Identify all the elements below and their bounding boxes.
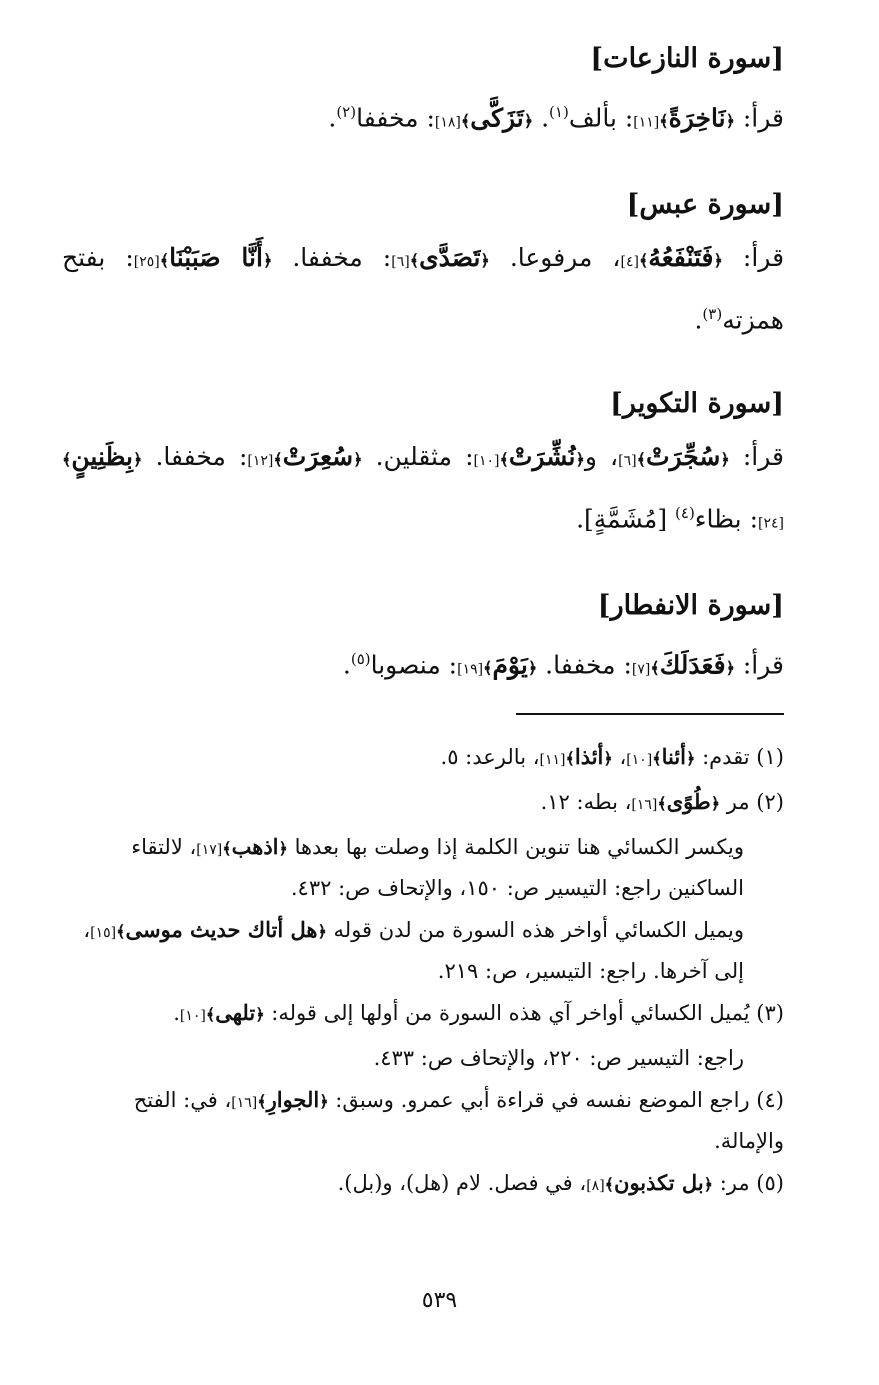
quran-word: طُوًى [666, 789, 711, 814]
verse-number: [٦] [391, 254, 410, 271]
quran-word: بل تكذبون [614, 1170, 704, 1195]
verse-number: [٦] [618, 452, 637, 469]
ornament-open: ﴿ [725, 111, 735, 131]
footnote-marker: (٢) [336, 103, 357, 121]
ornament-close: ﴾ [604, 1175, 615, 1194]
verse-number: [١٨] [434, 114, 461, 131]
section-surah-abasa [62, 184, 784, 346]
body-text: . [342, 650, 351, 680]
body-text: : منصوبا [370, 650, 458, 680]
body-text: ، بطه: ١٢. [540, 790, 632, 814]
verse-number: [٨] [586, 1178, 605, 1194]
ornament-open: ﴿ [317, 922, 327, 941]
body-text: ، في فصل. لام (هل)، و(بل). [337, 1171, 587, 1195]
ornament-close: ﴾ [460, 111, 471, 131]
ornament-close: ﴾ [652, 749, 662, 768]
ornament-close: ﴾ [205, 1005, 216, 1024]
verse-number: [١٢] [247, 452, 274, 469]
verse-number: [١٠] [179, 1008, 206, 1024]
section-title: [سورة التكوير] [610, 387, 784, 419]
verse-number: [٤] [620, 254, 639, 271]
ornament-open: ﴿ [713, 251, 723, 271]
body-text: قرأ: [729, 441, 785, 471]
quran-word: يَوْمَ [492, 650, 528, 680]
ornament-close: ﴾ [638, 251, 649, 271]
body-text: (١) تقدم: [695, 745, 784, 769]
verse-number: [١٠] [626, 752, 653, 768]
footnote-marker: (٤) [675, 503, 695, 522]
section-surah-takwir [62, 383, 784, 549]
ornament-open: ﴿ [725, 658, 735, 678]
ornament-open: ﴿ [132, 449, 143, 469]
verse-number: [١٦] [231, 1095, 258, 1111]
ornament-open: ﴿ [523, 111, 534, 131]
body-text: : بظاء [694, 503, 759, 533]
verse-number: [٧] [631, 661, 651, 678]
page-number: ٥٣٩ [421, 1288, 458, 1313]
quran-word: فَعَدَلَكَ [659, 650, 726, 680]
verse-number: [١٩] [457, 661, 484, 678]
ornament-close: ﴾ [659, 111, 669, 131]
ornament-open: ﴿ [686, 749, 696, 768]
footnote [62, 911, 784, 990]
ornament-open: ﴿ [480, 251, 490, 271]
body-text: (٣) يُميل الكسائي أواخر آي هذه السورة من أولها إلى قوله: [264, 1001, 784, 1025]
body-text: (٤) راجع الموضع نفسه في قراءة أبي عمرو. وسبق: [328, 1088, 784, 1112]
section-title: [سورة عبس] [626, 189, 784, 221]
ornament-open: ﴿ [603, 749, 613, 768]
ornament-open: ﴿ [278, 839, 288, 858]
section-title: [سورة النازعات] [590, 43, 784, 74]
ornament-open: ﴿ [703, 1175, 714, 1194]
ornament-open: ﴿ [255, 1005, 265, 1024]
section-body [62, 86, 784, 148]
body-text: : بألف [568, 103, 634, 133]
body-text: : مخففا. [142, 441, 248, 471]
quran-word: أئنا [661, 744, 687, 769]
footnote-marker: (٥) [350, 649, 371, 668]
footnote [62, 738, 784, 779]
verse-number: [١٥] [90, 925, 117, 941]
quran-word: نُشِّرَتْ [508, 441, 576, 471]
body-text: ، بالرعد: ٥. [440, 745, 540, 769]
body-text: : مخففا. [537, 650, 632, 680]
body-text: قرأ: [734, 650, 784, 680]
body-text: [مُشَمَّةٍ]. [576, 503, 676, 533]
ornament-close: ﴾ [222, 839, 232, 858]
body-text: ، و [584, 441, 619, 471]
quran-word: اذهب [231, 834, 279, 859]
quran-word: أئذا [574, 744, 604, 769]
ornament-close: ﴾ [483, 658, 493, 678]
quran-word: تَصَدَّى [419, 243, 481, 273]
footnote [62, 1164, 784, 1205]
body-text: ، إلى آخرها. راجع: التيسير، ص: ٢١٩. [83, 918, 744, 983]
footnote-marker: (١) [549, 103, 569, 121]
footnotes [62, 738, 784, 1209]
ornament-open: ﴿ [527, 658, 538, 678]
ornament-open: ﴿ [710, 794, 721, 813]
ornament-close: ﴾ [116, 922, 126, 941]
verse-number: [١٧] [196, 842, 223, 858]
footnote [62, 994, 784, 1035]
quran-word: فَتَنْفَعُهُ [648, 243, 714, 273]
body-text: (٢) مر [720, 790, 784, 814]
footnote [62, 828, 784, 907]
body-text: (٥) مر: [713, 1171, 784, 1195]
body-text: : مثقلين. [362, 441, 474, 471]
verse-number: [٢٥] [133, 254, 160, 271]
body-text: ، لالتقاء الساكنين راجع: التيسير ص: ١٥٠، والإتحاف ص: ٤٣٢. [131, 835, 744, 900]
body-text: ويميل الكسائي أواخر هذه السورة من لدن قوله [326, 918, 744, 942]
ornament-close: ﴾ [159, 251, 170, 271]
body-text: ، مرفوعا. [489, 243, 621, 273]
verse-number: [١٦] [631, 797, 658, 813]
body-text: ، في: الفتح والإمالة. [133, 1088, 784, 1153]
section-body [62, 633, 784, 695]
section-body [62, 232, 784, 346]
quran-word: بِظَنِينٍ [71, 441, 133, 471]
ornament-close: ﴾ [565, 749, 575, 768]
ornament-close: ﴾ [499, 449, 509, 469]
quran-word: تَزَكَّى [470, 103, 524, 133]
quran-word: أَنَّا صَبَبْنَا [169, 243, 263, 273]
ornament-close: ﴾ [62, 449, 72, 469]
ornament-close: ﴾ [636, 449, 646, 469]
body-text: ، [612, 745, 627, 769]
quran-word: تلهى [215, 1000, 256, 1025]
quran-word: الجوارِ [266, 1087, 320, 1112]
section-surah-naziat [62, 38, 784, 148]
ornament-open: ﴿ [262, 251, 273, 271]
ornament-close: ﴾ [650, 658, 660, 678]
ornament-close: ﴾ [409, 251, 420, 271]
main-text [62, 38, 784, 731]
body-text: ويكسر الكسائي هنا تنوين الكلمة إذا وصلت بها بعدها [287, 835, 744, 859]
ornament-open: ﴿ [319, 1092, 329, 1111]
body-text: : مخففا [356, 103, 435, 133]
ornament-open: ﴿ [353, 449, 363, 469]
verse-number: [١٠] [473, 452, 500, 469]
body-text: راجع: التيسير ص: ٢٢٠، والإتحاف ص: ٤٣٣. [373, 1046, 744, 1070]
verse-number: [٢٤] [758, 514, 784, 531]
footnote-separator [516, 713, 784, 715]
quran-word: نَاخِرَةً [668, 103, 726, 133]
footnote [62, 1081, 784, 1160]
ornament-close: ﴾ [257, 1092, 267, 1111]
quran-word: سُعِرَتْ [282, 441, 354, 471]
verse-number: [١١] [539, 752, 566, 768]
body-text: قرأ: [734, 103, 784, 133]
footnote-marker: (٣) [702, 305, 723, 324]
quran-word: هل أتاك حديث موسى [125, 917, 318, 942]
section-body [62, 431, 784, 549]
body-text: . [328, 103, 337, 133]
ornament-open: ﴿ [575, 449, 585, 469]
ornament-close: ﴾ [657, 794, 667, 813]
quran-word: سُجِّرَتْ [645, 441, 721, 471]
body-text: . [173, 1001, 180, 1025]
body-text: . [533, 103, 550, 133]
body-text: قرأ: [722, 243, 785, 273]
verse-number: [١١] [633, 114, 660, 131]
section-surah-infitar [62, 585, 784, 695]
footnote [62, 783, 784, 824]
section-title: [سورة الانفطار] [597, 589, 784, 621]
body-text: . [694, 305, 703, 335]
footnote [62, 1039, 784, 1077]
body-text: : بفتح همزته [62, 243, 784, 335]
body-text: : مخففا. [272, 243, 392, 273]
ornament-open: ﴿ [720, 449, 730, 469]
ornament-close: ﴾ [273, 449, 283, 469]
